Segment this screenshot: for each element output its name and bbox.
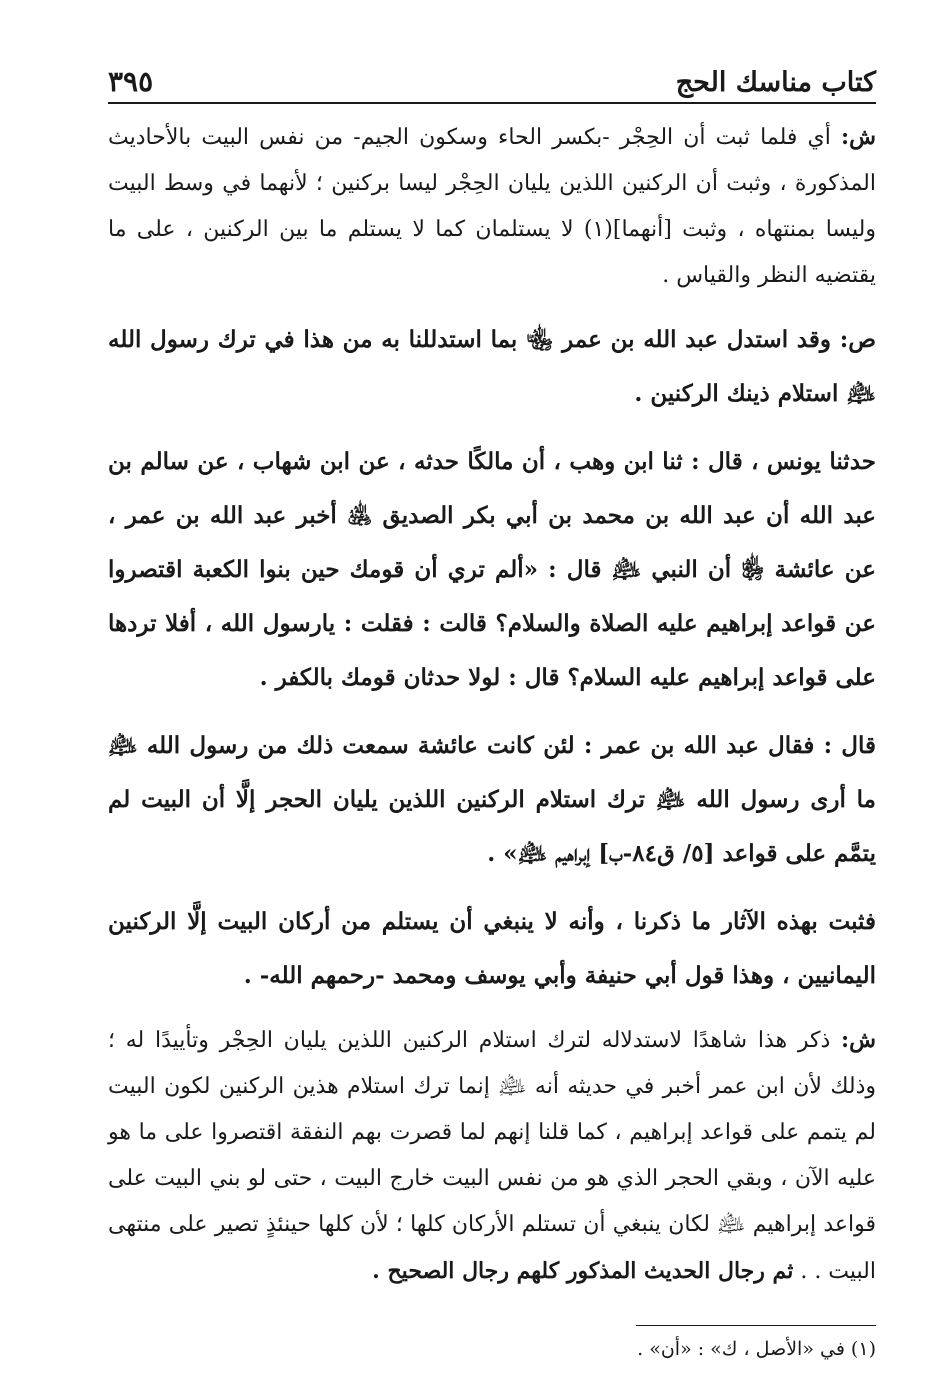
header-rule [108, 102, 876, 104]
document-page [108, 52, 876, 1364]
paragraph-text: قال : فقال عبد الله بن عمر : لئن كانت عائشة سمعت ذلك من رسول الله ﵇ ما أرى رسول الله ﵇ ترك استلام الركنين اللذين يليان الحجر إلَّا أن البيت لم يتمَّم على قواعد [٥/ ق٨٤-ب] إبراهيم ﵇» . [108, 732, 876, 867]
book-title: كتاب مناسك الحج [675, 67, 876, 98]
paragraph-text: حدثنا يونس ، قال : ثنا ابن وهب ، أن مالكًا حدثه ، عن ابن شهاب ، عن سالم بن عبد الله أن عبد الله بن محمد بن أبي بكر الصديق ﵁ أخبر عبد الله بن عمر ، عن عائشة ﵂ أن النبي ﵇ قال : «ألم تري أن قومك حين بنوا الكعبة اقتصروا عن قواعد إبراهيم عليه الصلاة والسلام؟ قالت : فقلت : يارسول الله ، أفلا تردها على قواعد إبراهيم عليه السلام؟ قال : لولا حدثان قومك بالكفر . [108, 448, 876, 691]
paragraph-text: فثبت بهذه الآثار ما ذكرنا ، وأنه لا ينبغي أن يستلم من أركان البيت إلَّا الركنين اليمانيين ، وهذا قول أبي حنيفة وأبي يوسف ومحمد -رحمهم الله- . [108, 908, 876, 989]
footnote-rule [636, 1325, 876, 1326]
page-header [108, 52, 876, 98]
hadith-paragraph [108, 719, 876, 881]
paragraph-bold-tail: ثم رجال الحديث المذكور كلهم رجال الصحيح . [372, 1258, 794, 1284]
page-number: ٣٩٥ [108, 65, 154, 98]
main-text-paragraph [108, 313, 876, 421]
conclusion-paragraph [108, 895, 876, 1003]
text-marker: ص: [839, 326, 876, 353]
commentary-marker: ش: [841, 1027, 877, 1053]
footnote: (١) في «الأصل ، ك» : «أن» . [637, 1338, 876, 1360]
hadith-paragraph [108, 435, 876, 705]
commentary-paragraph [108, 114, 876, 299]
commentary-marker: ش: [841, 124, 876, 150]
paragraph-text: وقد استدل عبد الله بن عمر ﵄ بما استدللنا به من هذا في ترك رسول الله ﵇ استلام ذينك الركنين . [108, 326, 876, 407]
paragraph-text: ذكر هذا شاهدًا لاستدلاله لترك استلام الركنين اللذين يليان الحِجْر وتأييدًا له ؛ وذلك لأن ابن عمر أخبر في حديثه أنه ﵇ إنما ترك استلام هذين الركنين لكون البيت لم يتمم على قواعد إبراهيم ، كما قلنا إنهم لما قصرت بهم النفقة اقتصروا على ما هو عليه الآن ، وبقي الحجر الذي هو من نفس البيت خارج البيت ، حتى لو بني البيت على قواعد إبراهيم ﵇ لكان ينبغي أن تستلم الأركان كلها ؛ لأن كلها حينئذٍ تصير على منتهى البيت . . [108, 1028, 876, 1284]
paragraph-text: أي فلما ثبت أن الحِجْر -بكسر الحاء وسكون الجيم- من نفس البيت بالأحاديث المذكورة ، وثبت أن الركنين اللذين يليان الحِجْر ليسا بركنين ؛ لأنهما في وسط البيت وليسا بمنتهاه ، وثبت [أنهما](١) لا يستلمان كما لا يستلم ما بين الركنين ، على ما يقتضيه النظر والقياس . [108, 125, 876, 288]
commentary-paragraph [108, 1017, 876, 1295]
